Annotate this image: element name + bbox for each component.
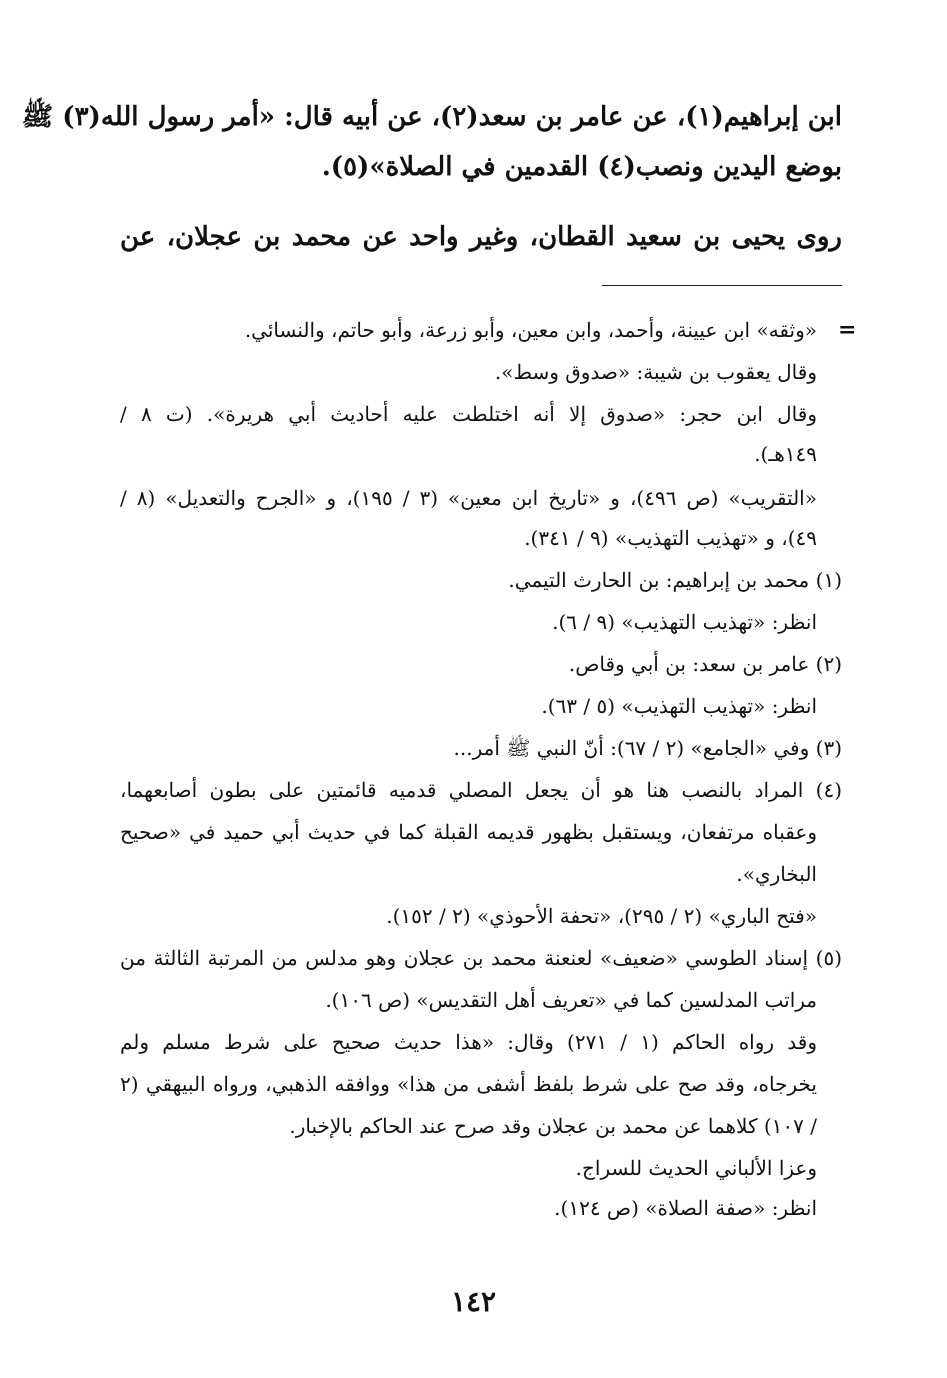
main-text-line-3: روى يحيى بن سعيد القطان، وغير واحد عن محمد بن عجلان، عن — [120, 222, 842, 252]
footnote-1: (١) محمد بن إبراهيم: بن الحارث التيمي. — [508, 568, 842, 592]
footnote-continuation-line: ٤٩)، و «تهذيب التهذيب» (٩ / ٣٤١). — [524, 526, 817, 550]
footnote-continuation-line: وقال ابن حجر: «صدوق إلا أنه اختلطت عليه أحاديث أبي هريرة». (ت ٨ / — [120, 402, 817, 426]
footnote-separator — [602, 285, 842, 286]
footnote-continuation-line: وقال يعقوب بن شيبة: «صدوق وسط». — [494, 360, 817, 384]
footnote-2: (٢) عامر بن سعد: بن أبي وقاص. — [568, 652, 842, 676]
footnote-1-reference: انظر: «تهذيب التهذيب» (٩ / ٦). — [552, 610, 817, 634]
footnote-continuation-line: «التقريب» (ص ٤٩٦)، و «تاريخ ابن معين» (٣ / ١٩٥)، و «الجرح والتعديل» (٨ / — [120, 486, 817, 510]
footnote-4-line: وعقباه مرتفعان، ويستقبل بظهور قديمه القبلة كما في حديث أبي حميد في «صحيح — [120, 820, 817, 844]
footnote-5-line: وقد رواه الحاكم (١ / ٢٧١) وقال: «هذا حديث صحيح على شرط مسلم ولم — [120, 1030, 817, 1054]
footnote-5-line: وعزا الألباني الحديث للسراج. — [575, 1156, 817, 1180]
main-text-line-1: ابن إبراهيم(١)، عن عامر بن سعد(٢)، عن أبيه قال: «أمر رسول الله(٣) ﷺ — [21, 102, 842, 132]
footnote-continuation-line: «وثقه» ابن عيينة، وأحمد، وابن معين، وأبو زرعة، وأبو حاتم، والنسائي. — [244, 318, 817, 342]
continuation-mark: = — [838, 317, 857, 343]
footnote-5-reference: انظر: «صفة الصلاة» (ص ١٢٤). — [554, 1196, 817, 1220]
footnote-4: (٤) المراد بالنصب هنا هو أن يجعل المصلي قدميه قائمتين على بطون أصابعهما، — [120, 778, 842, 802]
main-text-line-2: بوضع اليدين ونصب(٤) القدمين في الصلاة»(٥). — [321, 152, 842, 182]
footnote-2-reference: انظر: «تهذيب التهذيب» (٥ / ٦٣). — [541, 694, 817, 718]
footnote-5-line: / ١٠٧) كلاهما عن محمد بن عجلان وقد صرح عند الحاكم بالإخبار. — [289, 1114, 817, 1138]
page-number: ١٤٢ — [450, 1285, 497, 1318]
footnote-5-line: مراتب المدلسين كما في «تعريف أهل التقديس» (ص ١٠٦). — [325, 988, 817, 1012]
footnote-5: (٥) إسناد الطوسي «ضعيف» لعنعنة محمد بن عجلان وهو مدلس من المرتبة الثالثة من — [120, 946, 842, 970]
footnote-continuation-line: ١٤٩هـ). — [754, 442, 817, 466]
footnote-3: (٣) وفي «الجامع» (٢ / ٦٧): أنّ النبي ﷺ أمر... — [453, 736, 842, 760]
footnote-5-line: يخرجاه، وقد صح على شرط بلفظ أشفى من هذا» ووافقه الذهبي، ورواه البيهقي (٢ — [120, 1072, 817, 1096]
footnote-4-reference: «فتح الباري» (٢ / ٢٩٥)، «تحفة الأحوذي» (٢ / ١٥٢). — [386, 904, 817, 928]
footnote-4-line: البخاري». — [736, 862, 817, 886]
